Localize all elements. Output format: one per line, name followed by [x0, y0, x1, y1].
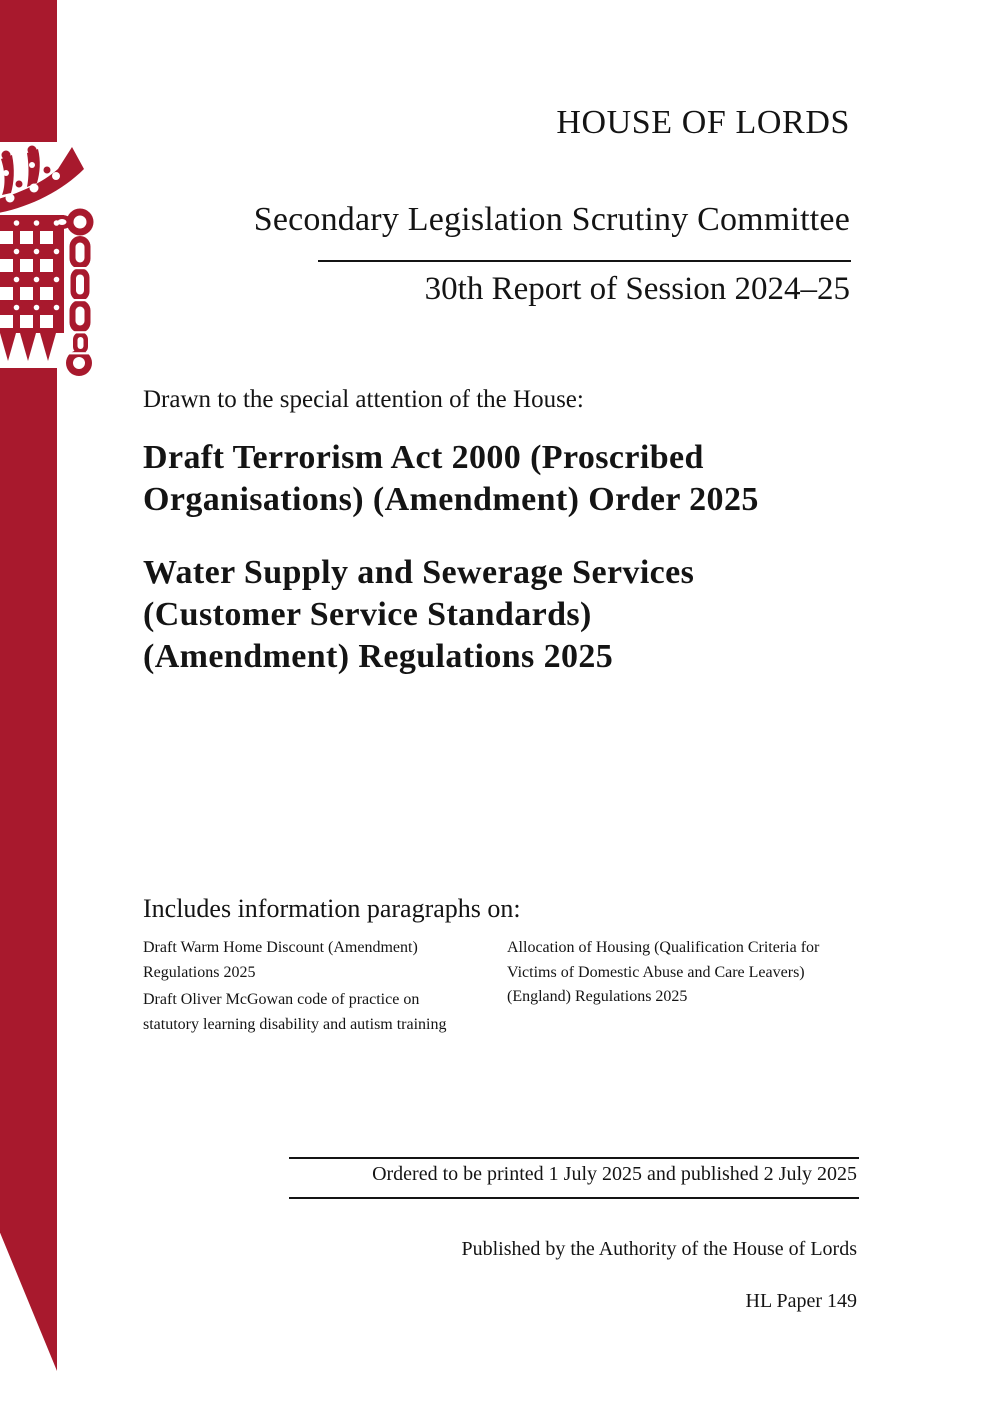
committee-title: Secondary Legislation Scrutiny Committee	[253, 201, 850, 238]
instrument-title-terrorism-order	[143, 437, 863, 521]
red-ribbon-bottom	[0, 368, 57, 1371]
report-subtitle: 30th Report of Session 2024–25	[424, 271, 850, 307]
info-paragraph	[507, 936, 853, 1010]
portcullis-icon	[0, 145, 98, 377]
info-line: Regulations 2025	[143, 963, 256, 981]
instrument-title-line: Water Supply and Sewerage Services	[143, 554, 695, 591]
info-line: Draft Oliver McGowan code of practice on	[143, 991, 420, 1008]
page-title: HOUSE OF LORDS	[556, 104, 850, 141]
info-paragraph	[143, 988, 507, 1037]
footer-divider-top	[289, 1157, 859, 1159]
ordered-printed-line: Ordered to be printed 1 July 2025 and published 2 July 2025	[372, 1163, 857, 1185]
instrument-title-line: (Customer Service Standards)	[143, 596, 592, 633]
info-column-right	[507, 936, 853, 1040]
instrument-title-line: Organisations) (Amendment) Order 2025	[143, 481, 759, 518]
info-paragraph-columns	[143, 936, 853, 1040]
info-column-left	[143, 936, 507, 1040]
includes-heading: Includes information paragraphs on:	[143, 894, 521, 923]
info-line: (England) Regulations 2025	[507, 988, 688, 1005]
info-line: Victims of Domestic Abuse and Care Leavers)	[507, 963, 805, 981]
drawn-attention-heading: Drawn to the special attention of the House:	[143, 386, 584, 413]
info-paragraph	[143, 936, 507, 985]
instrument-title-line: (Amendment) Regulations 2025	[143, 638, 614, 675]
instrument-title-water-regulations	[143, 552, 863, 678]
title-divider	[318, 260, 851, 262]
paper-number: HL Paper 149	[745, 1290, 857, 1312]
instrument-title-line: Draft Terrorism Act 2000 (Proscribed	[143, 439, 704, 476]
info-line: Draft Warm Home Discount (Amendment)	[143, 939, 418, 956]
published-authority-line: Published by the Authority of the House of Lords	[461, 1238, 857, 1260]
footer-divider-bottom	[289, 1197, 859, 1199]
info-line: Allocation of Housing (Qualification Criteria for	[507, 939, 820, 956]
red-ribbon-top	[0, 0, 57, 142]
info-line: statutory learning disability and autism training	[143, 1015, 447, 1033]
